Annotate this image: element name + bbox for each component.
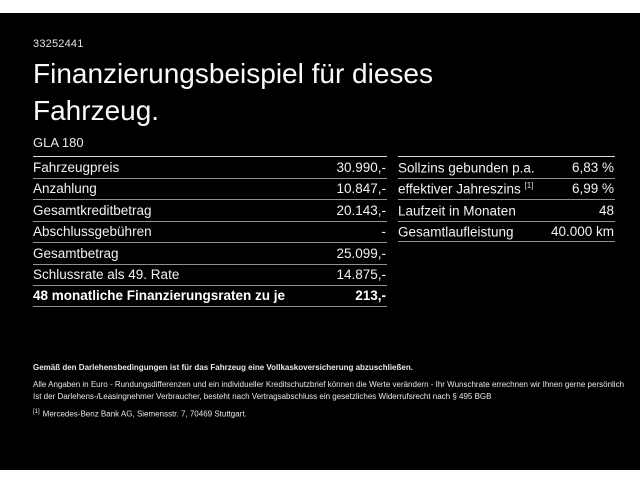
bank-footnote xyxy=(33,408,625,419)
row-label: Laufzeit in Monaten xyxy=(398,203,516,218)
row-label: Gesamtkreditbetrag xyxy=(33,202,152,218)
row-label: Abschlussgebühren xyxy=(33,224,152,240)
page-title-line2: Fahrzeug. xyxy=(33,95,160,126)
row-label: 48 monatliche Finanzierungsraten zu je xyxy=(33,288,286,304)
offer-reference-number: 33252441 xyxy=(33,38,84,50)
table-row-effektiver-jahreszins xyxy=(398,178,615,200)
row-label: Anzahlung xyxy=(33,181,97,197)
vehicle-model-label: GLA 180 xyxy=(33,135,84,150)
row-label: effektiver Jahreszins [1] xyxy=(398,181,534,197)
disclaimer-line-1: Alle Angaben in Euro - Rundungsdifferenzen und ein individueller Kreditschutzbrief können die Werte verändern - Ihr Wunschrate errechnen wir Ihnen gerne persönlich xyxy=(33,380,625,389)
table-row-gesamtkreditbetrag xyxy=(33,199,387,221)
row-value: 20.143,- xyxy=(336,202,386,218)
row-label: Schlussrate als 49. Rate xyxy=(33,267,180,283)
row-value: 40.000 km xyxy=(550,223,614,239)
row-label: Gesamtbetrag xyxy=(33,245,119,261)
finance-breakdown-table xyxy=(33,156,387,307)
table-row-monatsrate xyxy=(33,285,387,307)
financing-tables xyxy=(33,156,615,307)
table-row-gesamtlaufleistung xyxy=(398,221,615,243)
table-row-gesamtbetrag xyxy=(33,242,387,264)
disclaimer-line-2: Ist der Darlehens-/Leasingnehmer Verbraucher, besteht nach Vertragsabschluss ein gesetzliches Widerrufsrecht nach § 495 BGB xyxy=(33,391,492,401)
row-value: 213,- xyxy=(355,288,386,304)
page-title xyxy=(33,55,620,129)
table-row-fahrzeugpreis xyxy=(33,156,387,178)
legal-footer xyxy=(33,363,625,419)
row-value: 10.847,- xyxy=(336,181,386,197)
row-label: Gesamtlaufleistung xyxy=(398,224,514,239)
table-row-anzahlung xyxy=(33,178,387,200)
row-value: 30.990,- xyxy=(336,159,386,175)
row-value: 14.875,- xyxy=(336,267,386,283)
financing-panel xyxy=(0,13,640,470)
table-row-schlussrate xyxy=(33,264,387,286)
footnote-marker: [1] xyxy=(33,409,40,415)
page-title-line1: Finanzierungsbeispiel für dieses xyxy=(33,58,433,89)
row-value: 48 xyxy=(598,202,614,218)
row-label: Fahrzeugpreis xyxy=(33,159,120,175)
row-value: 6,83 % xyxy=(571,159,614,175)
row-value: - xyxy=(381,224,386,240)
row-value: 25.099,- xyxy=(336,245,386,261)
conditions-table xyxy=(398,156,615,307)
table-row-sollzins xyxy=(398,156,615,178)
row-label: Sollzins gebunden p.a. xyxy=(398,160,535,175)
table-row-abschlussgebuehren xyxy=(33,221,387,243)
footnote-ref: [1] xyxy=(524,181,534,190)
row-value: 6,99 % xyxy=(571,181,614,197)
table-row-laufzeit xyxy=(398,199,615,221)
insurance-requirement-note: Gemäß den Darlehensbedingungen ist für das Fahrzeug eine Vollkaskoversicherung abzuschließen. xyxy=(33,363,413,372)
footnote-text: Mercedes-Benz Bank AG, Siemensstr. 7, 70469 Stuttgart. xyxy=(42,409,247,419)
